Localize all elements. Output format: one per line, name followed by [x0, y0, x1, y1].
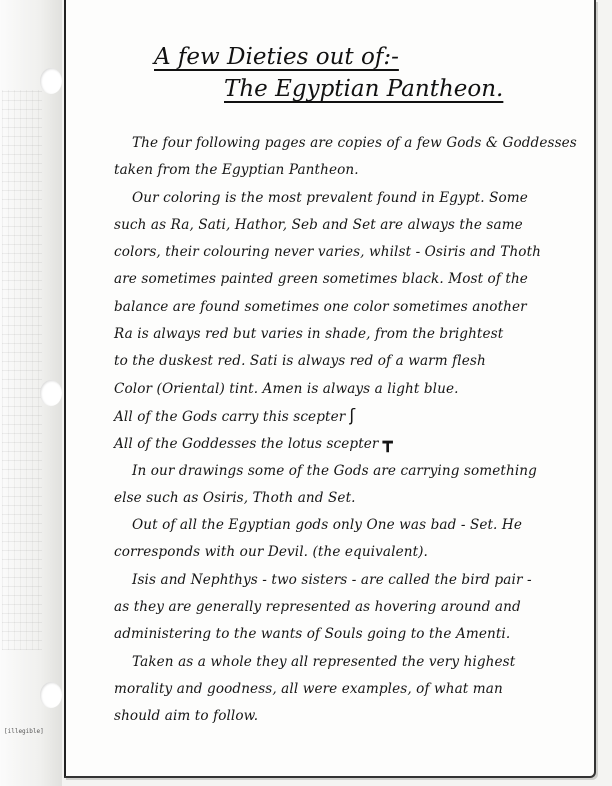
text-line [114, 157, 584, 184]
text-line [114, 676, 584, 703]
margin-stamp: [illegible] [4, 728, 44, 735]
margin-texture [2, 90, 42, 650]
punch-hole [40, 68, 62, 94]
text-line [114, 403, 584, 430]
text-line [114, 239, 584, 266]
text-line [114, 539, 584, 566]
text-line [114, 321, 584, 348]
text-line [114, 130, 584, 157]
text-line [114, 703, 584, 730]
punch-hole [40, 682, 62, 708]
text-line-content: should aim to follow. [114, 708, 259, 725]
text-line [114, 458, 584, 485]
text-line-content: Taken as a whole they all represented the very highest [132, 653, 516, 670]
text-line-content: In our drawings some of the Gods are carrying something [132, 462, 537, 479]
text-line-content: All of the Goddesses the lotus scepter [114, 436, 379, 453]
text-line [114, 485, 584, 512]
title-line-1: A few Dieties out of:- [154, 44, 399, 70]
text-line-content: administering to the wants of Souls going to the Amenti. [114, 626, 511, 643]
text-line-content: corresponds with our Devil. (the equivalent). [114, 544, 428, 561]
text-line-content: Isis and Nephthys - two sisters - are called the bird pair - [132, 571, 532, 588]
text-line-content: taken from the Egyptian Pantheon. [114, 162, 359, 179]
text-line-content: Ra is always red but varies in shade, from the brightest [114, 326, 504, 343]
text-line-content: Color (Oriental) tint. Amen is always a light blue. [114, 380, 459, 397]
scepter-symbol: ʃ [349, 405, 356, 426]
text-line-content: colors, their colouring never varies, whilst - Osiris and Thoth [114, 244, 541, 261]
text-line [114, 594, 584, 621]
text-line-content: The four following pages are copies of a few Gods & Goddesses [132, 135, 577, 151]
text-line [114, 376, 584, 403]
text-line-content: such as Ra, Sati, Hathor, Seb and Set are always the same [114, 216, 523, 233]
text-line-content: morality and goodness, all were examples, of what man [114, 680, 503, 697]
text-line [114, 294, 584, 321]
text-line [114, 649, 584, 676]
text-line [114, 512, 584, 539]
text-line-content: balance are found sometimes one color sometimes another [114, 298, 527, 315]
text-line-content: All of the Gods carry this scepter [114, 408, 346, 425]
text-line [114, 212, 584, 239]
text-line-content: Our coloring is the most prevalent found in Egypt. Some [132, 189, 528, 206]
text-line-content: to the duskest red. Sati is always red of a warm flesh [114, 353, 486, 370]
text-line [114, 266, 584, 293]
text-line-content: are sometimes painted green sometimes black. Most of the [114, 271, 528, 288]
text-line-content: as they are generally represented as hovering around and [114, 599, 521, 616]
text-line [114, 185, 584, 212]
text-line [114, 621, 584, 648]
text-line [114, 430, 584, 457]
scepter-symbol: ┳ [382, 433, 393, 454]
paper-sheet [64, 0, 596, 778]
text-line [114, 348, 584, 375]
punch-hole [40, 380, 62, 406]
title-line-2: The Egyptian Pantheon. [224, 76, 504, 102]
text-line-content: Out of all the Egyptian gods only One was bad - Set. He [132, 517, 523, 534]
text-line-content: else such as Osiris, Thoth and Set. [114, 489, 356, 506]
handwritten-body [114, 130, 584, 731]
text-line [114, 567, 584, 594]
